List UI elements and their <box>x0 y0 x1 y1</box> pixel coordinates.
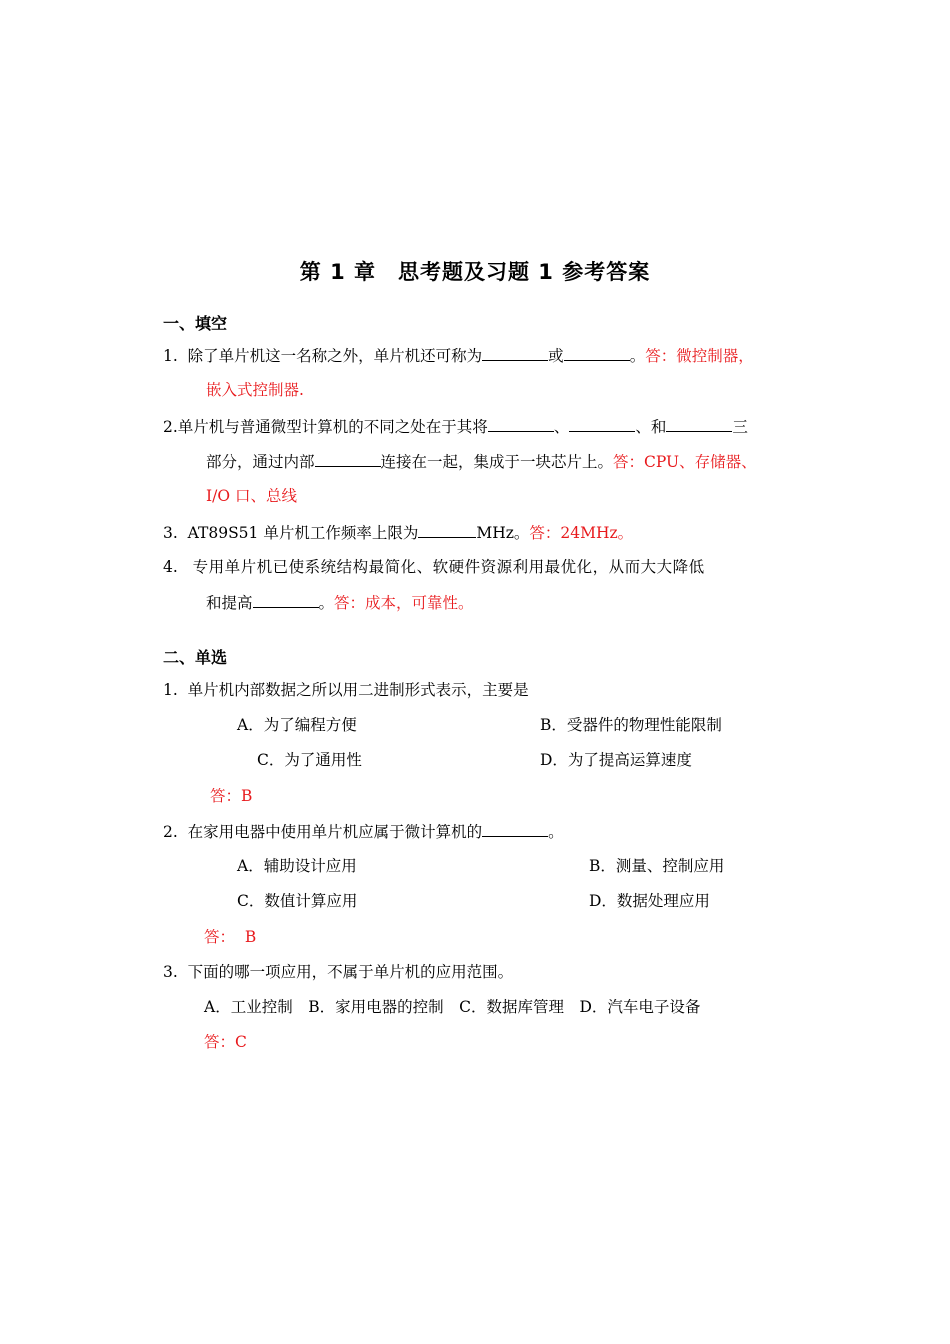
s1-question-4 <box>163 557 705 577</box>
question-text: 专用单片机已使系统结构最简化、软硬件资源利用最优化，从而大大降低 <box>192 558 705 576</box>
answer-blank <box>315 451 381 467</box>
answer-blank <box>488 416 554 432</box>
s2-question-3 <box>163 962 513 982</box>
question-text: 下面的哪一项应用，不属于单片机的应用范围。 <box>187 963 514 981</box>
answer-blank <box>482 821 548 837</box>
s2-question-1 <box>163 680 529 700</box>
question-text: 。 <box>629 347 646 365</box>
answer-text: 答：24MHz。 <box>529 524 634 542</box>
s1-q2-answer-continued: I/O 口、总线 <box>206 487 297 505</box>
question-text: 部分，通过内部 <box>206 453 315 471</box>
s1-question-1 <box>163 345 754 366</box>
option-c: C．数值计算应用 <box>237 892 358 910</box>
option-a: A．辅助设计应用 <box>237 857 357 875</box>
option-b: B．受器件的物理性能限制 <box>540 716 722 734</box>
section-heading-fill-blank: 一、填空 <box>163 314 228 333</box>
question-number: 3. <box>163 524 178 542</box>
answer-blank <box>482 345 548 361</box>
answer-blank <box>564 345 630 361</box>
question-text: 除了单片机这一名称之外，单片机还可称为 <box>187 347 483 365</box>
s2-q2-answer: 答： B <box>204 928 257 946</box>
s1-q1-answer-continued: 嵌入式控制器. <box>206 381 304 399</box>
answer-blank <box>666 416 732 432</box>
answer-blank <box>418 522 476 538</box>
s2-q3-options: A．工业控制 B．家用电器的控制 C．数据库管理 D．汽车电子设备 <box>204 998 701 1016</box>
s1-question-2 <box>163 416 748 437</box>
question-text: 在家用电器中使用单片机应属于微计算机的 <box>187 823 483 841</box>
option-d: D．数据处理应用 <box>589 892 710 910</box>
question-number: 1. <box>163 347 178 365</box>
s2-question-2 <box>163 821 564 842</box>
s2-q3-answer: 答：C <box>204 1033 247 1051</box>
answer-text: 答：CPU、存储器、 <box>613 453 757 471</box>
s1-question-3 <box>163 522 633 543</box>
question-number: 2. <box>163 823 178 841</box>
option-a: A．为了编程方便 <box>237 716 357 734</box>
question-text: AT89S51 单片机工作频率上限为 <box>187 524 419 542</box>
question-text: 单片机内部数据之所以用二进制形式表示，主要是 <box>187 681 529 699</box>
answer-text: 答：微控制器， <box>645 347 754 365</box>
question-number: 1. <box>163 681 178 699</box>
answer-blank <box>569 416 635 432</box>
question-text: MHz。 <box>476 524 530 542</box>
question-number: 3. <box>163 963 178 981</box>
question-text: 单片机与普通微型计算机的不同之处在于其将 <box>177 418 488 436</box>
question-text: 和提高 <box>206 594 253 612</box>
s2-q1-answer: 答：B <box>210 787 253 805</box>
answer-blank <box>253 592 319 608</box>
question-number: 2. <box>163 418 178 436</box>
question-text: 三 <box>732 418 748 436</box>
s1-question-2-line2 <box>206 451 757 472</box>
option-b: B．测量、控制应用 <box>589 857 725 875</box>
option-c: C．为了通用性 <box>257 751 362 769</box>
question-text: 。 <box>548 823 564 841</box>
page-title: 第 1 章 思考题及习题 1 参考答案 <box>299 260 651 284</box>
question-text: 或 <box>548 347 564 365</box>
question-number: 4. <box>163 558 178 576</box>
option-d: D．为了提高运算速度 <box>540 751 692 769</box>
separator: 、和 <box>635 418 667 436</box>
section-heading-single-choice: 二、单选 <box>163 648 228 667</box>
s1-question-4-line2 <box>206 592 474 613</box>
answer-text: 答：成本，可靠性。 <box>334 594 474 612</box>
separator: 、 <box>553 418 570 436</box>
question-text: 。 <box>318 594 335 612</box>
question-text: 连接在一起，集成于一块芯片上。 <box>380 453 614 471</box>
